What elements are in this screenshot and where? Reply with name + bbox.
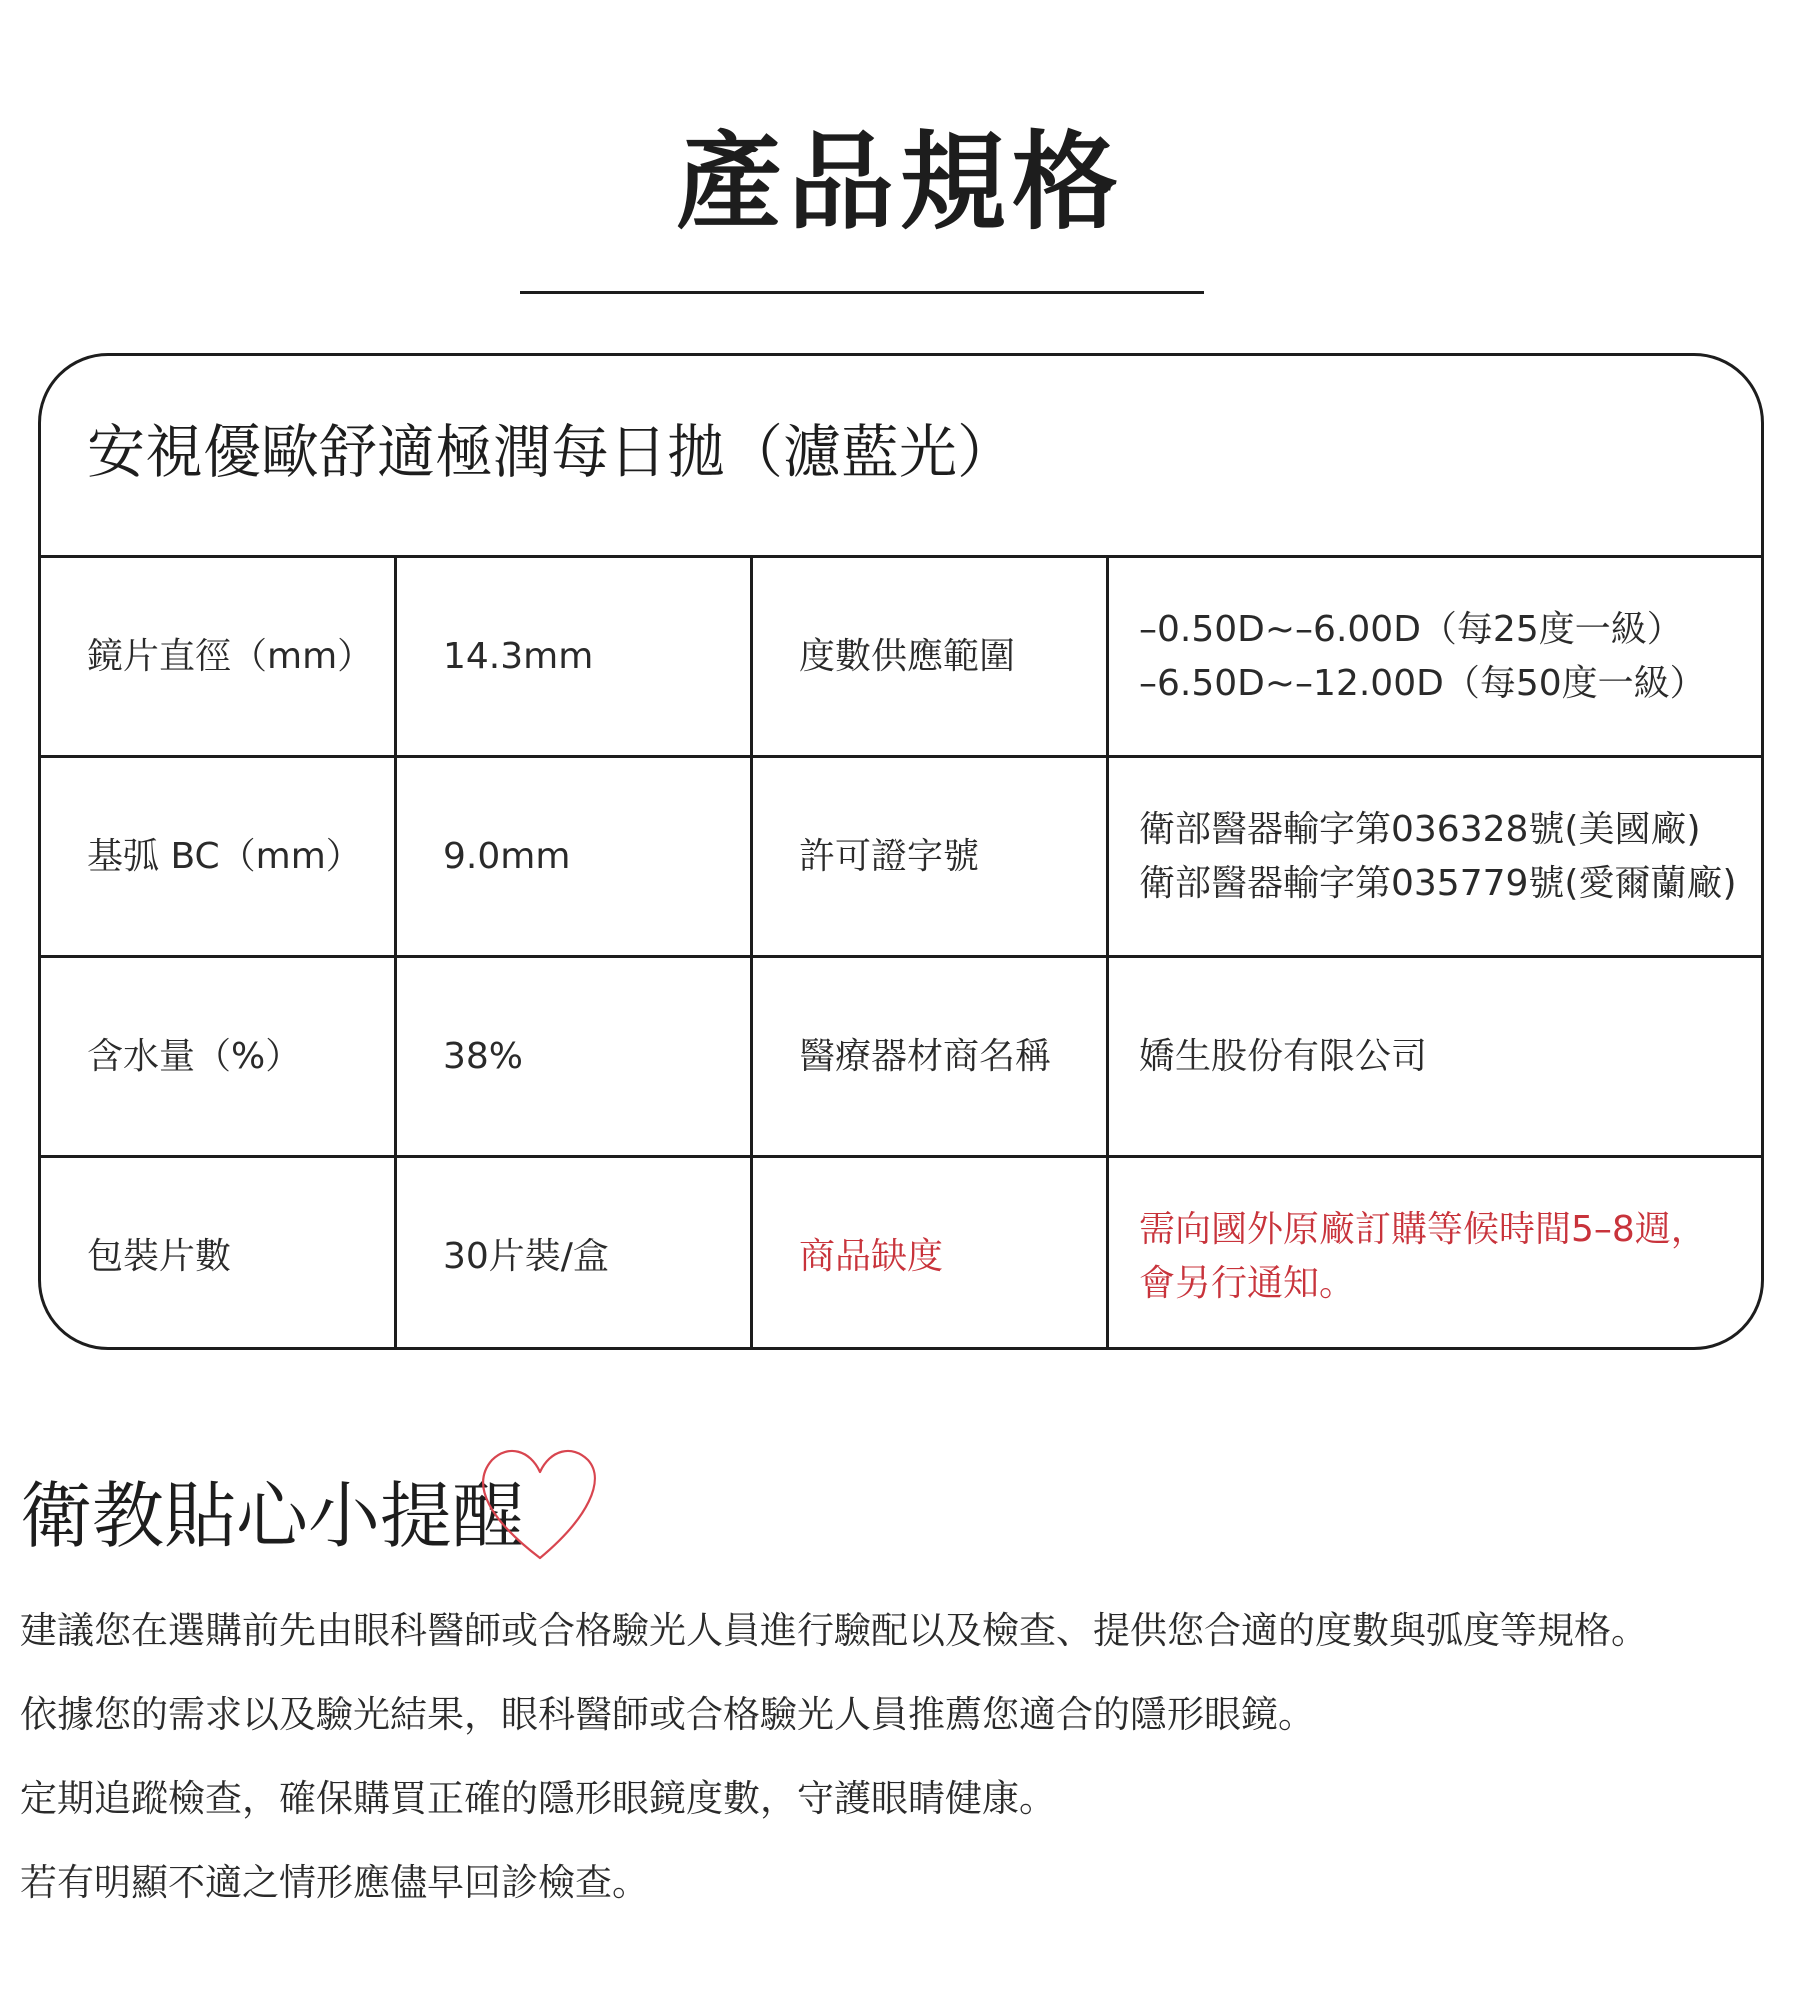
out-of-stock-line-1: 需向國外原廠訂購等候時間5–8週， xyxy=(1139,1208,1707,1250)
tips-heading: 衛教貼心小提醒 xyxy=(20,1474,525,1558)
page-title: 產品規格 xyxy=(676,121,1124,244)
power-range-line-1: –0.50D~–6.00D（每25度一級） xyxy=(1139,608,1683,650)
spec-label-diameter: 鏡片直徑（mm） xyxy=(41,558,397,755)
spec-label-out-of-stock: 商品缺度 xyxy=(753,1158,1109,1350)
tip-line-4: 若有明顯不適之情形應儘早回診檢查。 xyxy=(20,1861,649,1904)
spec-row-diameter xyxy=(41,558,1761,758)
spec-value-base-curve: 9.0mm xyxy=(397,758,753,955)
spec-value-supplier xyxy=(1109,958,1761,1155)
title-divider xyxy=(520,291,1204,294)
heart-outline-icon xyxy=(470,1440,610,1570)
spec-row-base-curve xyxy=(41,758,1761,958)
tip-line-3: 定期追蹤檢查，確保購買正確的隱形眼鏡度數，守護眼睛健康。 xyxy=(20,1777,1056,1820)
spec-label-power-range: 度數供應範圍 xyxy=(753,558,1109,755)
spec-value-diameter: 14.3mm xyxy=(397,558,753,755)
tip-line-1: 建議您在選購前先由眼科醫師或合格驗光人員進行驗配以及檢查、提供您合適的度數與弧度等規格。 xyxy=(20,1609,1648,1652)
tip-line-2: 依據您的需求以及驗光結果，眼科醫師或合格驗光人員推薦您適合的隱形眼鏡。 xyxy=(20,1693,1315,1736)
spec-value-license xyxy=(1109,758,1761,955)
spec-value-power-range xyxy=(1109,558,1761,755)
spec-label-package: 包裝片數 xyxy=(41,1158,397,1350)
spec-label-base-curve: 基弧 BC（mm） xyxy=(41,758,397,955)
spec-value-package: 30片裝/盒 xyxy=(397,1158,753,1350)
spec-label-license: 許可證字號 xyxy=(753,758,1109,955)
license-line-1: 衛部醫器輸字第036328號(美國廠) xyxy=(1139,808,1701,850)
spec-row-package xyxy=(41,1158,1761,1350)
product-name: 安視優歐舒適極潤每日拋（濾藍光） xyxy=(87,418,1016,486)
supplier-line-1: 嬌生股份有限公司 xyxy=(1139,1035,1428,1077)
license-line-2: 衛部醫器輸字第035779號(愛爾蘭廠) xyxy=(1139,862,1737,904)
spec-table xyxy=(41,555,1761,1350)
spec-value-water-content: 38% xyxy=(397,958,753,1155)
power-range-line-2: –6.50D~–12.00D（每50度一級） xyxy=(1139,662,1706,704)
out-of-stock-line-2: 會另行通知。 xyxy=(1139,1262,1356,1304)
spec-row-water-content xyxy=(41,958,1761,1158)
spec-label-supplier: 醫療器材商名稱 xyxy=(753,958,1109,1155)
spec-label-water-content: 含水量（%） xyxy=(41,958,397,1155)
spec-card xyxy=(38,353,1764,1350)
spec-value-out-of-stock xyxy=(1109,1158,1761,1350)
